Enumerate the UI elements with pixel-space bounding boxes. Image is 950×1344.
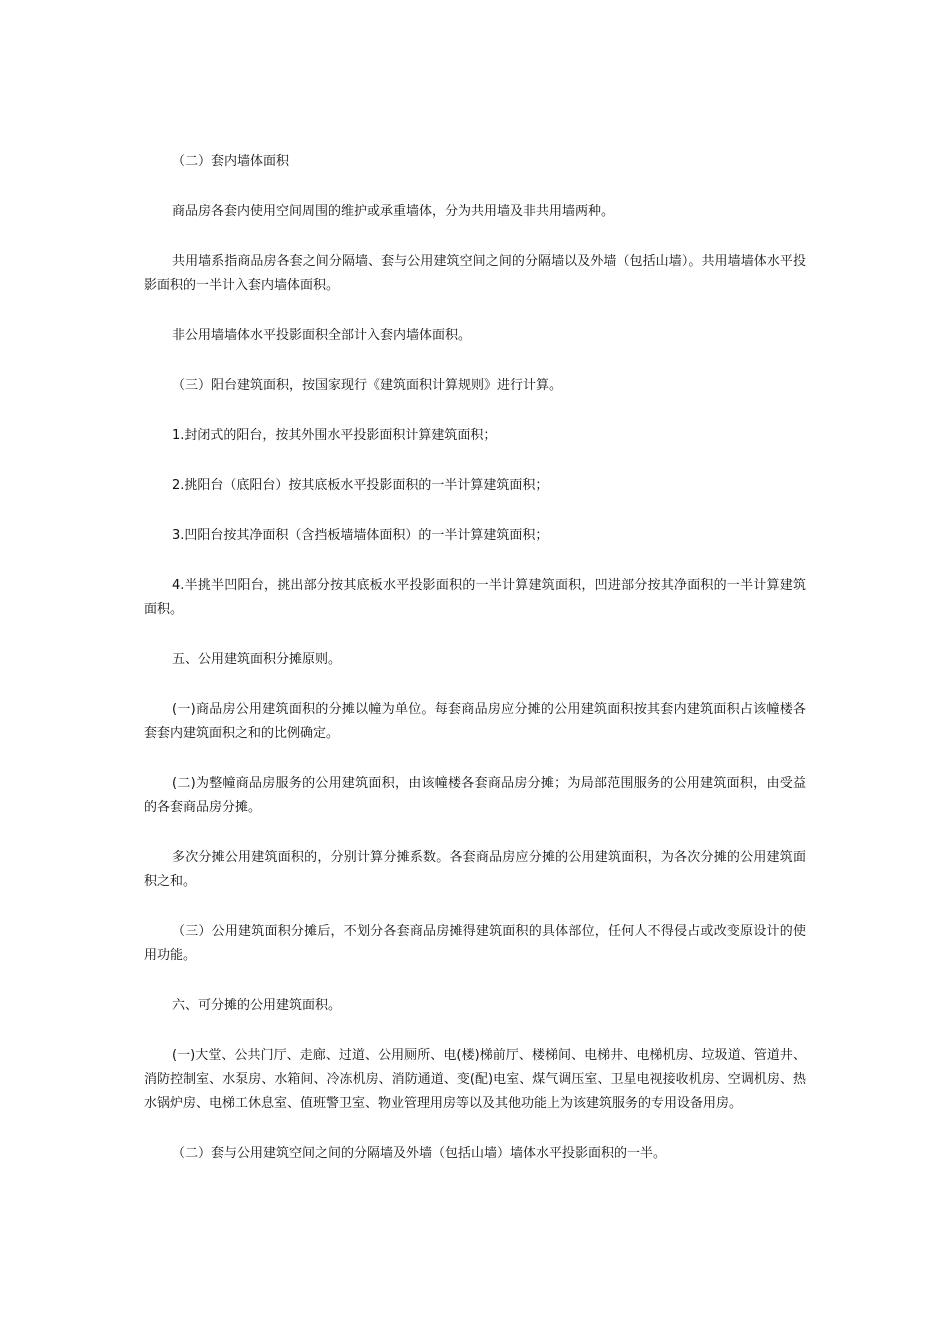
list-item-recessed-balcony: 3.凹阳台按其净面积（含挡板墙墙体面积）的一半计算建筑面积； [172,528,549,543]
list-item-closed-balcony: 1.封闭式的阳台，按其外围水平投影面积计算建筑面积； [172,428,497,443]
document-body [144,150,806,1192]
paragraph-allocation-unit: (一)商品房公用建筑面积的分摊以幢为单位。每套商品房应分摊的公用建筑面积按其套内建筑面积占该幢楼各套套内建筑面积之和的比例确定。 [144,702,806,741]
paragraph-allocation-after: （三）公用建筑面积分摊后，不划分各套商品房摊得建筑面积的具体部位，任何人不得侵占或改变原设计的使用功能。 [144,924,806,963]
section-heading-balcony: （三）阳台建筑面积，按国家现行《建筑面积计算规则》进行计算。 [172,378,563,393]
paragraph-multiple-allocation: 多次分摊公用建筑面积的，分别计算分摊系数。各套商品房应分摊的公用建筑面积，为各次分摊的公用建筑面积之和。 [144,850,806,889]
list-item-semi-balcony: 4.半挑半凹阳台，挑出部分按其底板水平投影面积的一半计算建筑面积，凹进部分按其净面积的一半计算建筑面积。 [144,578,806,617]
section-heading-wall-area: （二）套内墙体面积 [172,154,290,169]
section-heading-allocation-principles: 五、公用建筑面积分摊原则。 [172,652,342,667]
paragraph-allocatable-walls: （二）套与公用建筑空间之间的分隔墙及外墙（包括山墙）墙体水平投影面积的一半。 [172,1146,667,1161]
paragraph-non-shared-wall: 非公用墙墙体水平投影面积全部计入套内墙体面积。 [172,328,472,343]
paragraph-wall-types: 商品房各套内使用空间周围的维护或承重墙体，分为共用墙及非共用墙两种。 [172,204,615,219]
paragraph-shared-wall: 共用墙系指商品房各套之间分隔墙、套与公用建筑空间之间的分隔墙以及外墙（包括山墙）。共用墙墙体水平投影面积的一半计入套内墙体面积。 [144,254,806,293]
section-heading-allocatable-area: 六、可分摊的公用建筑面积。 [172,998,342,1013]
paragraph-allocatable-rooms: (一)大堂、公共门厅、走廊、过道、公用厕所、电(楼)梯前厅、楼梯间、电梯井、电梯机房、垃圾道、管道井、消防控制室、水泵房、水箱间、冷冻机房、消防通道、变(配)电室、煤气调压室、卫星电视接收机房、空调机房、热水锅炉房、电梯工休息室、值班警卫室、物业管理用房等以及其他功能上为该建筑服务的专用设备用房。 [144,1048,806,1111]
paragraph-allocation-scope: (二)为整幢商品房服务的公用建筑面积，由该幢楼各套商品房分摊；为局部范围服务的公用建筑面积，由受益的各套商品房分摊。 [144,776,806,815]
list-item-cantilever-balcony: 2.挑阳台（底阳台）按其底板水平投影面积的一半计算建筑面积； [172,478,549,493]
